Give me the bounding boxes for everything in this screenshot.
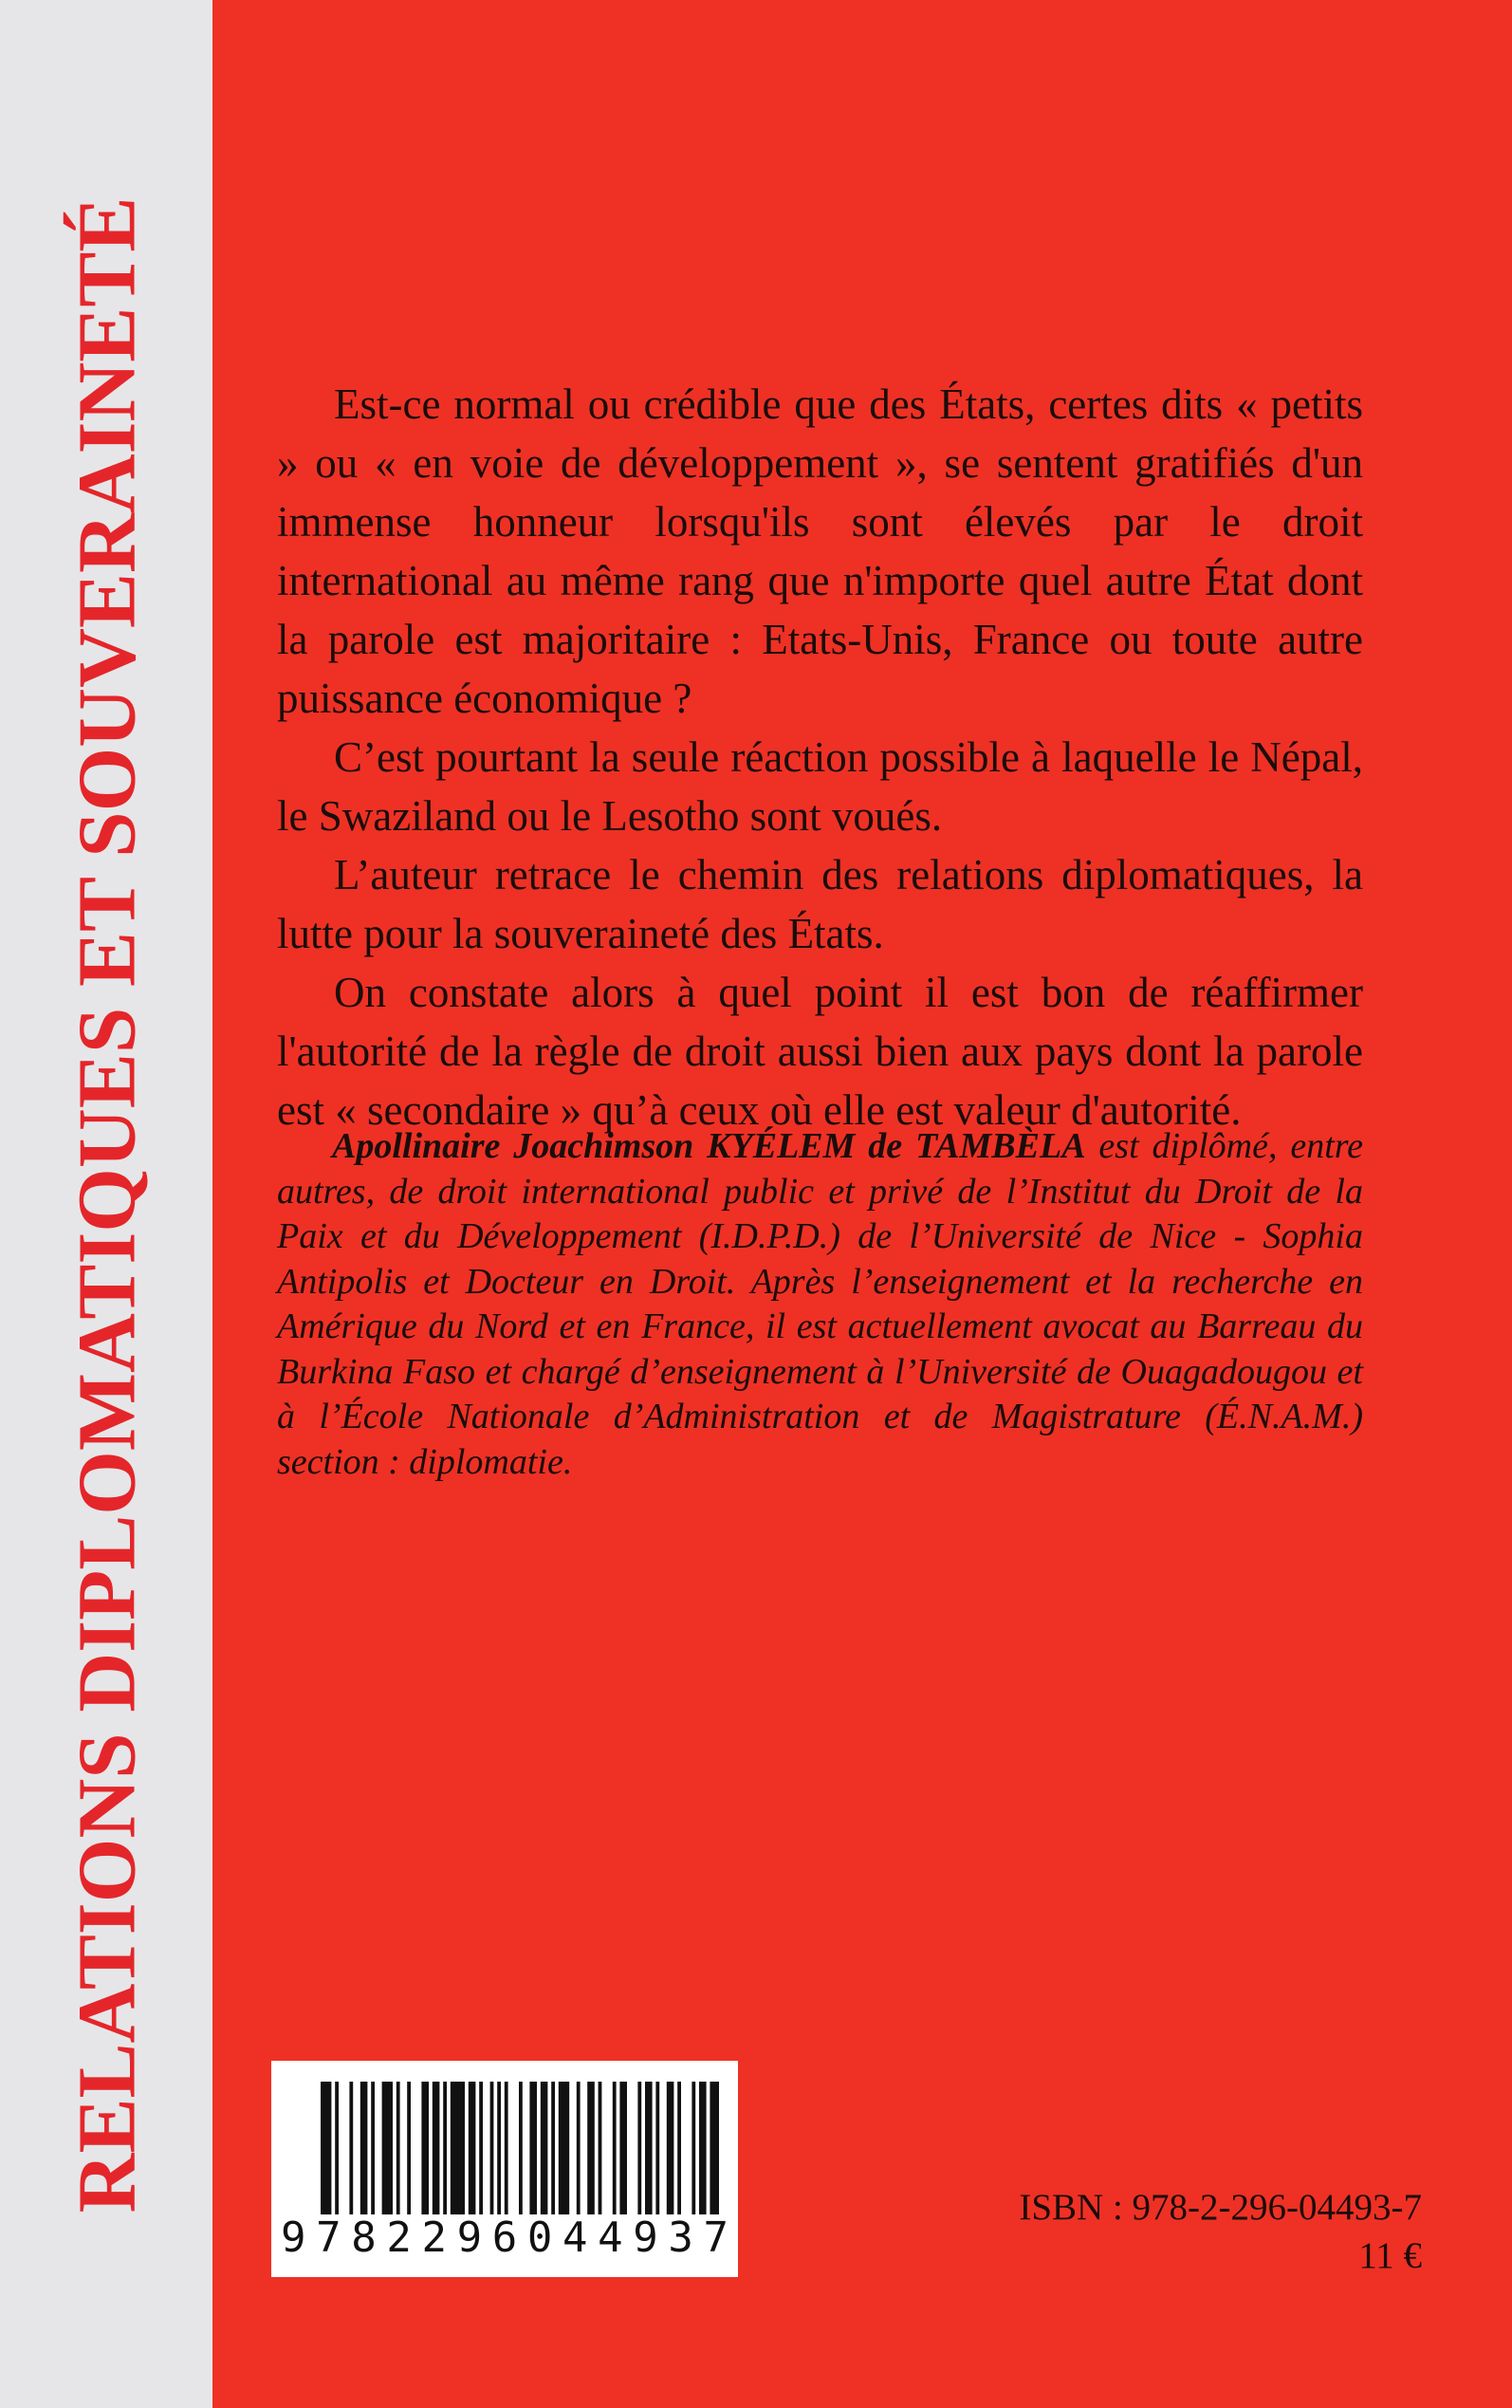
barcode-bar: [699, 2082, 707, 2214]
barcode-icon: [321, 2082, 719, 2214]
barcode-digit: 7: [703, 2214, 728, 2262]
barcode-bar: [321, 2082, 331, 2214]
barcode-bar: [637, 2082, 641, 2214]
barcode-bar: [451, 2082, 465, 2214]
barcode-bar: [619, 2082, 627, 2214]
barcode-digits: [281, 2214, 728, 2262]
barcode-bar: [691, 2082, 695, 2214]
author-bio: [277, 1124, 1363, 1485]
barcode-bar: [551, 2082, 555, 2214]
barcode-bar: [505, 2082, 508, 2214]
blurb-paragraph: Est-ce normal ou crédible que des États, certes dits « petits » ou « en voie de développement », se sentent gratifiés d'un immense honneur lorsqu'ils sont élevés par le droit international au même rang que n'importe quel autre État dont la parole est majoritaire : Etats-Unis, France ou toute autre puissance économique ?: [277, 380, 1363, 722]
barcode-bar: [490, 2082, 494, 2214]
barcode-bar: [645, 2082, 653, 2214]
barcode-bar: [529, 2082, 537, 2214]
barcode-bar: [677, 2082, 681, 2214]
barcode-bar: [497, 2082, 501, 2214]
barcode-bar: [396, 2082, 400, 2214]
barcode-digit: 9: [281, 2214, 306, 2262]
barcode-digit: 8: [351, 2214, 377, 2262]
barcode-bar: [710, 2082, 719, 2214]
barcode-digit: 7: [316, 2214, 341, 2262]
price: 11 €: [1358, 2235, 1422, 2276]
barcode-bar: [599, 2082, 602, 2214]
barcode-bar: [443, 2082, 447, 2214]
barcode-bar: [421, 2082, 429, 2214]
book-blurb: [277, 375, 1363, 1139]
blurb-paragraph: On constate alors à quel point il est bon de réaffirmer l'autorité de la règle de droit aussi bien aux pays dont la parole est « secondaire » qu’à ceux où elle est valeur d'autorité.: [277, 969, 1363, 1134]
isbn: ISBN : 978-2-296-04493-7: [1019, 2187, 1422, 2228]
barcode-digit: 0: [526, 2214, 553, 2262]
back-cover: [212, 0, 1512, 2408]
barcode-bar: [433, 2082, 440, 2214]
barcode-digit: 4: [562, 2214, 588, 2262]
barcode-bar: [469, 2082, 476, 2214]
barcode-digit: 9: [633, 2214, 658, 2262]
barcode-bar: [577, 2082, 581, 2214]
barcode-digit: 2: [421, 2214, 447, 2262]
barcode-bar: [479, 2082, 483, 2214]
barcode: [271, 2061, 738, 2277]
barcode-bar: [407, 2082, 411, 2214]
barcode-digit: 3: [668, 2214, 693, 2262]
barcode-bar: [559, 2082, 569, 2214]
barcode-digit: 2: [386, 2214, 412, 2262]
barcode-bar: [655, 2082, 659, 2214]
blurb-paragraph: C’est pourtant la seule réaction possible à laquelle le Népal, le Swaziland ou le Lesotho sont voués.: [277, 733, 1363, 840]
spine-title: RELATIONS DIPLOMATIQUES ET SOUVERAINETÉ: [60, 196, 153, 2214]
barcode-digit: 4: [598, 2214, 623, 2262]
barcode-bar: [587, 2082, 595, 2214]
barcode-bar: [360, 2082, 368, 2214]
barcode-bar: [349, 2082, 353, 2214]
barcode-digit: 9: [456, 2214, 483, 2262]
barcode-digit: 6: [491, 2214, 518, 2262]
barcode-bar: [371, 2082, 375, 2214]
barcode-bar: [667, 2082, 674, 2214]
barcode-bar: [613, 2082, 617, 2214]
barcode-bar: [519, 2082, 523, 2214]
barcode-bar: [382, 2082, 393, 2214]
barcode-bar: [541, 2082, 548, 2214]
book-spine: [0, 0, 212, 2408]
author-bio-text: est diplômé, entre autres, de droit international public et privé de l’Institut du Droit de la Paix et du Développement (I.D.P.D.) de l’Université de Nice - Sophia Antipolis et Docteur en Droit. Après l’enseignement et la recherche en Amérique du Nord et en France, il est actuellement avocat au Barreau du Burkina Faso et chargé d’enseignement à l’Université de Ouagadougou et à l’École Nationale d’Administration et de Magistrature (É.N.A.M.) section : diplomatie.: [277, 1126, 1363, 1482]
author-name: Apollinaire Joachimson KYÉLEM de TAMBÈLA: [332, 1126, 1086, 1166]
blurb-paragraph: L’auteur retrace le chemin des relations diplomatiques, la lutte pour la souveraineté des États.: [277, 851, 1363, 957]
barcode-bar: [335, 2082, 339, 2214]
